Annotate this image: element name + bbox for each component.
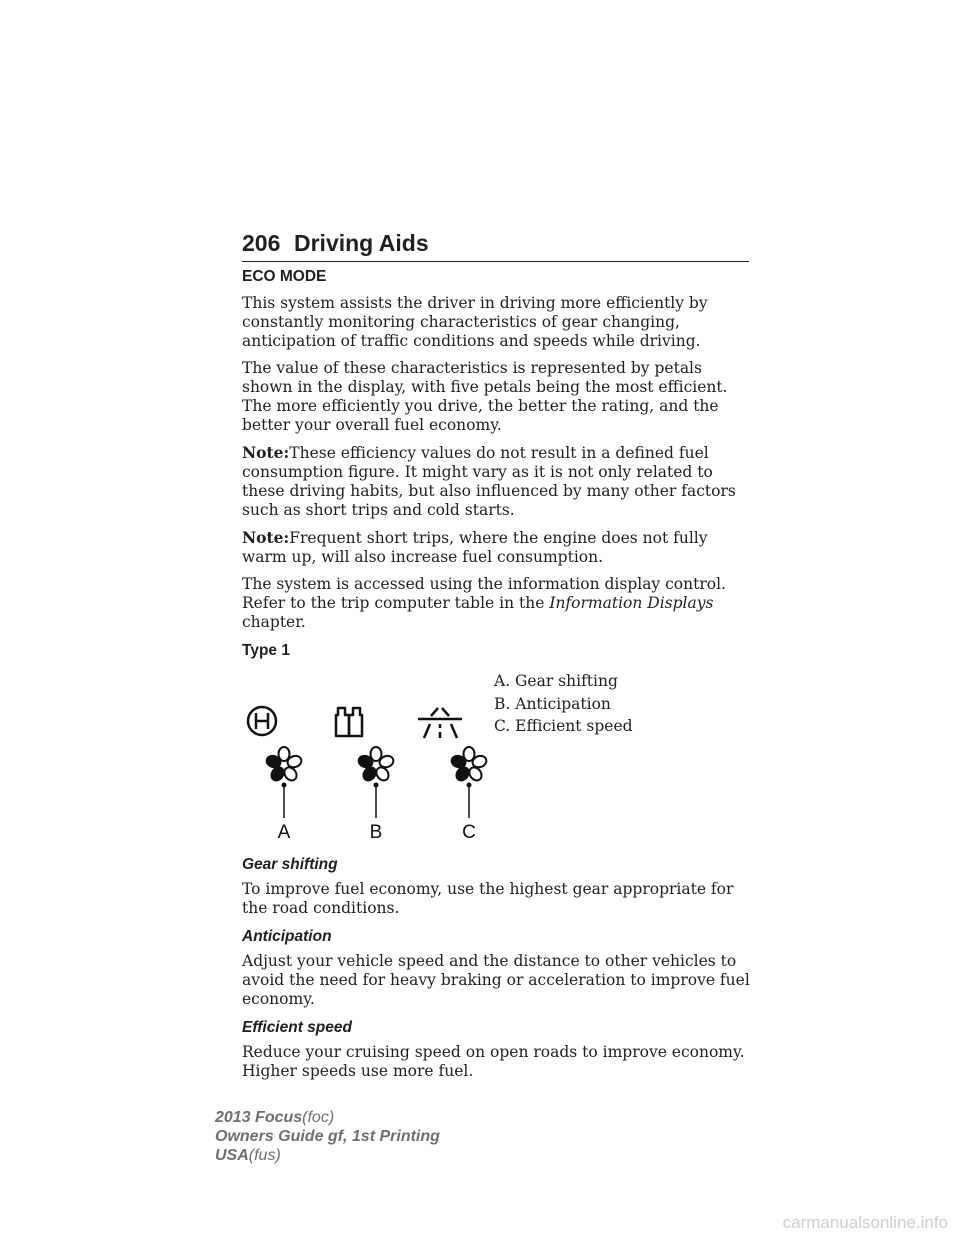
note-label: Note: [242,443,290,462]
legend-item: A. Gear shifting [494,672,618,690]
page-header [242,228,749,262]
main-content [242,268,752,1089]
legend-item: C. Efficient speed [494,717,633,735]
section-title: ECO MODE [242,268,327,285]
subsection-text: Reduce your cruising speed on open roads to improve economy. Higher speeds use more fuel. [242,1043,745,1080]
chapter-reference: Information Displays [549,594,714,612]
subsection-title: Efficient speed [242,1019,352,1036]
callout-dot [467,783,472,788]
callout-dot [282,783,287,788]
subsection-title: Gear shifting [242,856,338,873]
figure-label-b: B [369,822,383,843]
note-paragraph-1 [242,443,752,520]
callout-dot [374,783,379,788]
footer-model: 2013 Focus [215,1109,303,1126]
note-label: Note: [242,528,290,547]
intro-paragraph: This system assists the driver in driving more efficiently by constantly monitoring characteristics of gear changing, anticipation of traffic conditions and speeds while driving. [242,294,708,350]
road-icon [418,708,462,738]
eco-mode-diagram [242,668,492,846]
chapter-title: Driving Aids [294,230,429,256]
petals-paragraph: The value of these characteristics is represented by petals shown in the display, with five petals being the most efficient. The more efficiently you drive, the better the rating, and the better your overall fuel economy. [242,359,728,434]
footer-market-code: (fus) [248,1147,281,1164]
type-heading: Type 1 [242,642,290,659]
note-paragraph-2 [242,528,752,567]
petal-flower-icon [357,747,395,783]
site-watermark: carmanualsonline.info [782,1213,948,1232]
gear-shift-icon [248,707,276,735]
subsection-text: To improve fuel economy, use the highest gear appropriate for the road conditions. [242,880,734,917]
subsection-text: Adjust your vehicle speed and the distance to other vehicles to avoid the need for heavy braking or acceleration to improve fuel economy. [242,952,750,1008]
legend-item: B. Anticipation [494,694,611,713]
note-text: Frequent short trips, where the engine does not fully warm up, will also increase fuel consumption. [242,529,708,566]
footer-guide: Owners Guide gf, 1st Printing [215,1128,440,1145]
figure-label-c: C [462,822,476,843]
access-text: The system is accessed using the information display control. Refer to the trip computer table in the [242,575,726,612]
binoculars-icon [336,708,362,736]
note-text: These efficiency values do not result in a defined fuel consumption figure. It might vary as it is not only related to these driving habits, but also influenced by many other factors such as short trips and cold starts. [242,444,736,519]
subsection-title: Anticipation [242,928,332,945]
access-text-end: chapter. [242,613,306,631]
page-number: 206 [242,230,281,256]
access-paragraph [242,575,752,632]
figure-label-a: A [277,822,291,843]
petal-flower-icon [450,747,488,783]
print-footer [215,1108,440,1165]
eco-mode-figure [242,668,752,846]
figure-legend [494,670,633,738]
footer-model-code: (foc) [302,1109,335,1126]
petal-flower-icon [265,747,303,783]
footer-market: USA [215,1147,249,1164]
